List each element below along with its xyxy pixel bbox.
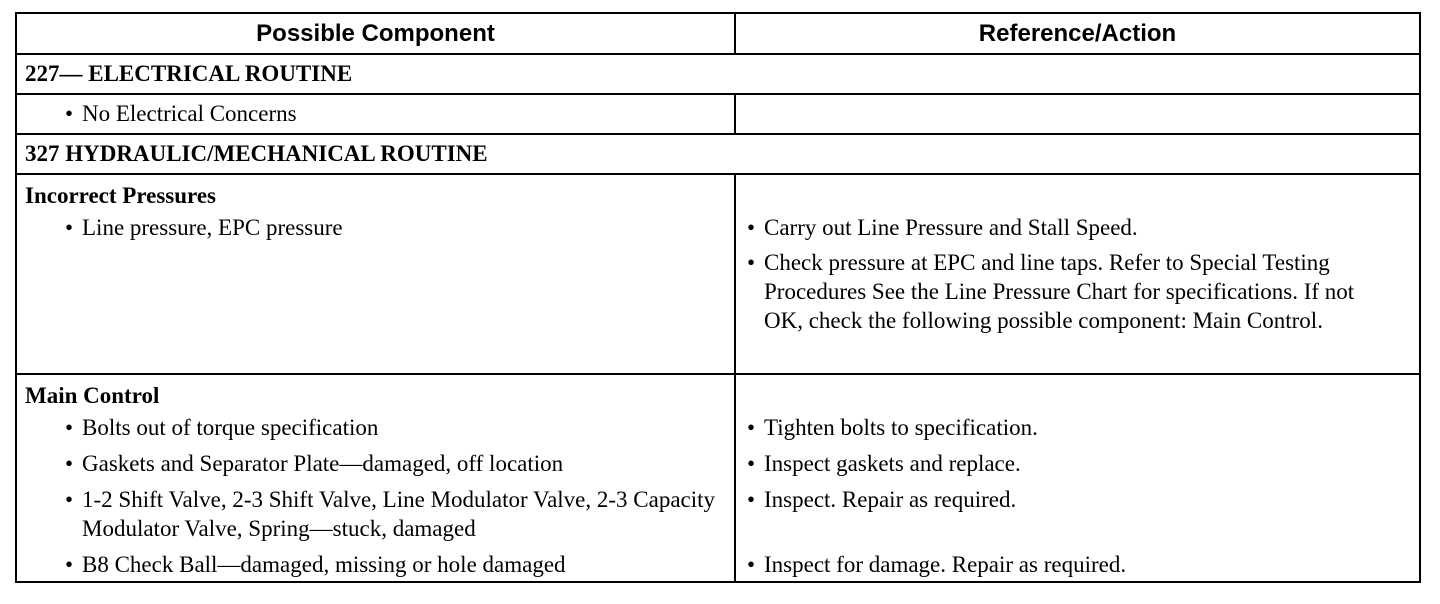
- component-text: Bolts out of torque specification: [82, 415, 379, 440]
- header-possible-component: Possible Component: [16, 13, 735, 54]
- group-title-main-control: Main Control: [25, 383, 160, 408]
- table-row-main-control: [16, 374, 1420, 582]
- header-reference-action: Reference/Action: [735, 13, 1420, 54]
- list-item: [736, 213, 1419, 242]
- action-cell: [735, 374, 1420, 582]
- bullet-glyph: •: [65, 101, 74, 126]
- list-item: [736, 550, 1419, 579]
- action-text: Inspect for damage. Repair as required.: [764, 552, 1127, 577]
- list-item: [17, 550, 734, 579]
- component-text: No Electrical Concerns: [82, 101, 297, 126]
- action-text: Check pressure at EPC and line taps. Refer to Special Testing Procedures See the Line Pressure Chart for specifications. If not OK, check the following possible component: Main Control.: [764, 250, 1355, 333]
- component-text: Gaskets and Separator Plate—damaged, off location: [82, 451, 564, 476]
- action-text: Inspect. Repair as required.: [764, 487, 1017, 512]
- bullet-glyph: •: [65, 451, 74, 476]
- group-title-incorrect-pressures: Incorrect Pressures: [25, 183, 216, 208]
- bullet-glyph: •: [747, 250, 756, 275]
- component-cell: [16, 94, 735, 134]
- bullet-glyph: •: [747, 552, 756, 577]
- bullet-glyph: •: [747, 451, 756, 476]
- diagnosis-table: [15, 12, 1421, 583]
- component-cell: [16, 174, 735, 374]
- list-item: [17, 449, 734, 478]
- bullet-glyph: •: [65, 415, 74, 440]
- list-item: [736, 485, 1419, 543]
- action-text: Tighten bolts to specification.: [764, 415, 1038, 440]
- component-text: B8 Check Ball—damaged, missing or hole damaged: [82, 552, 566, 577]
- list-item: [736, 413, 1419, 442]
- action-cell: [735, 94, 1420, 134]
- list-item: [17, 485, 734, 543]
- table-row-incorrect-pressures: [16, 174, 1420, 374]
- header-row: [16, 13, 1420, 54]
- action-text: Inspect gaskets and replace.: [764, 451, 1021, 476]
- bullet-glyph: •: [747, 215, 756, 240]
- bullet-glyph: •: [65, 487, 74, 512]
- section-title-hydraulic: 327 HYDRAULIC/MECHANICAL ROUTINE: [16, 134, 1420, 174]
- section-title-electrical: 227— ELECTRICAL ROUTINE: [16, 54, 1420, 94]
- list-item: [736, 248, 1419, 335]
- bullet-glyph: •: [65, 552, 74, 577]
- component-cell: [16, 374, 735, 582]
- list-item: [736, 449, 1419, 478]
- table-row: [16, 94, 1420, 134]
- section-row-hydraulic: [16, 134, 1420, 174]
- section-row-electrical: [16, 54, 1420, 94]
- action-cell: [735, 174, 1420, 374]
- list-item: [17, 413, 734, 442]
- bullet-glyph: •: [747, 487, 756, 512]
- bullet-glyph: •: [747, 415, 756, 440]
- list-item: [17, 213, 734, 242]
- bullet-glyph: •: [65, 215, 74, 240]
- component-text: 1-2 Shift Valve, 2-3 Shift Valve, Line Modulator Valve, 2-3 Capacity Modulator Valve, Spring—stuck, damaged: [82, 487, 716, 541]
- list-item: [17, 99, 734, 129]
- component-text: Line pressure, EPC pressure: [82, 215, 343, 240]
- action-text: Carry out Line Pressure and Stall Speed.: [764, 215, 1138, 240]
